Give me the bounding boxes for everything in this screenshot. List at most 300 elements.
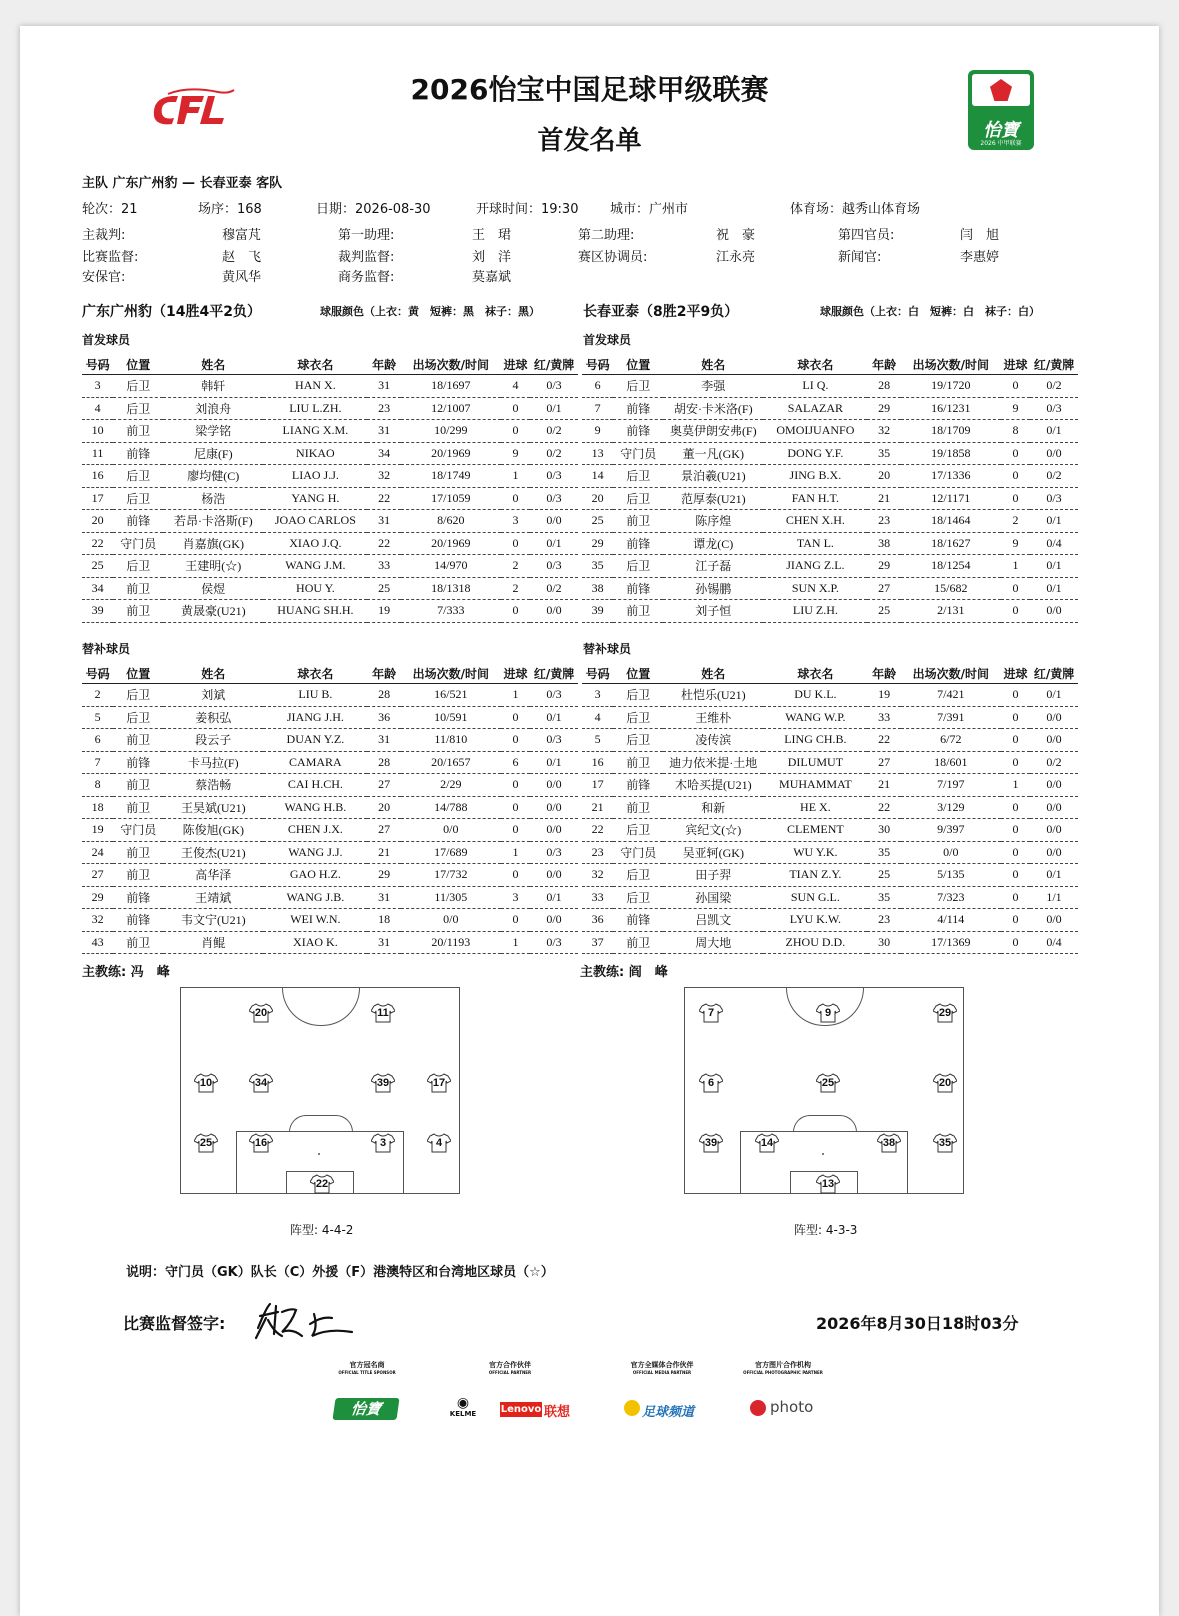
table-cell: 43 — [82, 931, 113, 954]
table-cell: 尼康(F) — [163, 442, 263, 465]
table-cell: 王维朴 — [663, 706, 763, 729]
table-cell: 21 — [867, 774, 900, 797]
table-row — [582, 841, 1078, 864]
column-header: 姓名 — [163, 354, 263, 375]
table-cell: 33 — [367, 555, 400, 578]
home-formation-value: 4-4-2 — [321, 1223, 354, 1237]
football-channel-logo: 足球频道 — [642, 1405, 695, 1420]
table-cell: MUHAMMAT — [763, 774, 867, 797]
table-row — [82, 442, 578, 465]
table-cell: 前锋 — [613, 420, 663, 443]
table-cell: 0 — [501, 909, 530, 932]
away-subs-label: 替补球员 — [583, 642, 632, 656]
table-cell: 前卫 — [113, 931, 163, 954]
official-name: 江永亮 — [716, 250, 756, 265]
table-cell: 前卫 — [613, 931, 663, 954]
table-cell: 18/1697 — [401, 375, 501, 398]
table-cell: 后卫 — [613, 375, 663, 398]
table-cell: 前卫 — [613, 751, 663, 774]
table-cell: HOU Y. — [263, 577, 367, 600]
table-cell: 35 — [867, 841, 900, 864]
table-row — [82, 510, 578, 533]
table-cell: 21 — [867, 487, 900, 510]
table-cell: 6 — [582, 375, 613, 398]
referee-signature — [252, 1298, 360, 1342]
table-cell: 25 — [582, 510, 613, 533]
table-cell: 后卫 — [113, 375, 163, 398]
table-cell: 29 — [867, 555, 900, 578]
city: 城市：广州市 — [610, 202, 689, 217]
column-header: 号码 — [582, 354, 613, 375]
table-cell: 31 — [367, 729, 400, 752]
table-cell: 32 — [82, 909, 113, 932]
table-cell: 0/2 — [530, 577, 578, 600]
table-row — [82, 909, 578, 932]
player-shirt-icon — [699, 1003, 723, 1023]
table-cell: 江子磊 — [663, 555, 763, 578]
table-row — [82, 577, 578, 600]
away-formation-value: 4-3-3 — [825, 1223, 858, 1237]
table-cell: 18/1709 — [901, 420, 1001, 443]
table-cell: 后卫 — [113, 684, 163, 707]
table-cell: 前锋 — [613, 532, 663, 555]
table-cell: 0/2 — [530, 420, 578, 443]
table-cell: 0/0 — [1030, 796, 1078, 819]
table-cell: 守门员 — [613, 442, 663, 465]
table-cell: 后卫 — [113, 706, 163, 729]
away-formation-pitch — [684, 987, 964, 1194]
shirt-number: 4 — [435, 1137, 443, 1149]
table-cell: 22 — [867, 729, 900, 752]
table-cell: 前卫 — [613, 600, 663, 623]
player-shirt-icon — [933, 1003, 957, 1023]
table-cell: 17/1336 — [901, 465, 1001, 488]
table-cell: SUN G.L. — [763, 886, 867, 909]
table-cell: 后卫 — [113, 465, 163, 488]
home-coach — [82, 961, 170, 980]
table-cell: 后卫 — [613, 487, 663, 510]
table-cell: 11/305 — [401, 886, 501, 909]
table-cell: 29 — [82, 886, 113, 909]
table-cell: 若昂·卡洛斯(F) — [163, 510, 263, 533]
table-cell: 后卫 — [113, 487, 163, 510]
table-cell: 24 — [82, 841, 113, 864]
table-cell: 35 — [867, 442, 900, 465]
table-cell: 22 — [582, 819, 613, 842]
shirt-number: 13 — [821, 1178, 835, 1190]
shirt-number: 25 — [821, 1077, 835, 1089]
table-cell: 李强 — [663, 375, 763, 398]
sponsor-photo-label: 官方图片合作机构 OFFICIAL PHOTOGRAPHIC PARTNER — [743, 1361, 823, 1375]
table-cell: 0 — [501, 397, 530, 420]
table-cell: HUANG SH.H. — [263, 600, 367, 623]
table-cell: 7 — [582, 397, 613, 420]
table-cell: 8/620 — [401, 510, 501, 533]
column-header: 红/黄牌 — [1030, 663, 1078, 684]
column-header: 出场次数/时间 — [901, 663, 1001, 684]
table-cell: 35 — [867, 886, 900, 909]
table-cell: 前锋 — [113, 886, 163, 909]
table-row — [582, 510, 1078, 533]
table-cell: 木哈买提(U21) — [663, 774, 763, 797]
column-header: 位置 — [113, 354, 163, 375]
column-header: 姓名 — [163, 663, 263, 684]
column-header: 红/黄牌 — [530, 663, 578, 684]
table-cell: 和新 — [663, 796, 763, 819]
player-shirt-icon — [194, 1073, 218, 1093]
table-row — [582, 864, 1078, 887]
table-cell: 后卫 — [613, 729, 663, 752]
table-cell: 0/0 — [530, 909, 578, 932]
official-name: 莫嘉斌 — [472, 270, 512, 285]
table-cell: 20 — [82, 510, 113, 533]
table-cell: 34 — [367, 442, 400, 465]
table-cell: CAMARA — [263, 751, 367, 774]
shirt-number: 29 — [938, 1007, 952, 1019]
player-shirt-icon — [194, 1133, 218, 1153]
player-shirt-icon — [371, 1133, 395, 1153]
player-shirt-icon — [877, 1133, 901, 1153]
table-row — [582, 931, 1078, 954]
column-header: 位置 — [613, 663, 663, 684]
table-cell: 17/1059 — [401, 487, 501, 510]
table-cell: 17/732 — [401, 864, 501, 887]
table-cell: 0 — [1001, 841, 1030, 864]
table-cell: 27 — [82, 864, 113, 887]
table-cell: 前卫 — [113, 420, 163, 443]
yibao-logo: 怡寶 2026 中甲联赛 — [968, 70, 1034, 150]
table-cell: 7/391 — [901, 706, 1001, 729]
table-cell: 5/135 — [901, 864, 1001, 887]
table-cell: 高华泽 — [163, 864, 263, 887]
table-cell: 前锋 — [613, 909, 663, 932]
table-cell: WANG W.P. — [763, 706, 867, 729]
player-shirt-icon — [249, 1003, 273, 1023]
table-cell: 吕凯文 — [663, 909, 763, 932]
table-cell: DUAN Y.Z. — [263, 729, 367, 752]
table-cell: 21 — [582, 796, 613, 819]
table-cell: CAI H.CH. — [263, 774, 367, 797]
table-cell: JIANG J.H. — [263, 706, 367, 729]
column-header: 位置 — [613, 354, 663, 375]
table-cell: 31 — [367, 510, 400, 533]
table-row — [82, 796, 578, 819]
table-cell: 28 — [867, 375, 900, 398]
table-cell: 0 — [501, 729, 530, 752]
table-cell: 25 — [367, 577, 400, 600]
table-cell: 0/0 — [1030, 442, 1078, 465]
table-cell: 黄晟豪(U21) — [163, 600, 263, 623]
column-header: 出场次数/时间 — [901, 354, 1001, 375]
table-cell: 20 — [867, 465, 900, 488]
player-shirt-icon — [699, 1073, 723, 1093]
table-cell: 18/1254 — [901, 555, 1001, 578]
table-cell: 0/3 — [530, 487, 578, 510]
match-teams: 主队 广东广州豹 — 长春亚泰 客队 — [82, 176, 283, 191]
shirt-number: 14 — [760, 1137, 774, 1149]
table-cell: 0/1 — [1030, 864, 1078, 887]
sign-timestamp: 2026年8月30日18时03分 — [816, 1314, 1019, 1333]
table-cell: 9 — [501, 442, 530, 465]
table-cell: 陈俊旭(GK) — [163, 819, 263, 842]
table-cell: 0/0 — [1030, 729, 1078, 752]
table-cell: 守门员 — [613, 841, 663, 864]
table-cell: 后卫 — [613, 465, 663, 488]
table-cell: 韩轩 — [163, 375, 263, 398]
table-cell: 前卫 — [113, 774, 163, 797]
table-cell: 陈序煌 — [663, 510, 763, 533]
table-cell: 董一凡(GK) — [663, 442, 763, 465]
table-cell: 4 — [582, 706, 613, 729]
table-cell: 孙锡鹏 — [663, 577, 763, 600]
table-cell: 0/1 — [1030, 510, 1078, 533]
table-cell: 16 — [582, 751, 613, 774]
table-cell: 14/788 — [401, 796, 501, 819]
table-cell: 前卫 — [113, 577, 163, 600]
stadium: 体育场：越秀山体育场 — [790, 202, 921, 217]
table-cell: 0 — [501, 864, 530, 887]
table-cell: 6 — [82, 729, 113, 752]
table-cell: 前卫 — [113, 729, 163, 752]
table-cell: 1/1 — [1030, 886, 1078, 909]
table-cell: 前锋 — [113, 909, 163, 932]
home-kit-colors: 球服颜色（上衣：黄 短裤：黑 袜子：黑） — [320, 305, 540, 318]
column-header: 年龄 — [867, 354, 900, 375]
table-cell: LIU Z.H. — [763, 600, 867, 623]
table-cell: 19 — [867, 684, 900, 707]
paw-icon: ◉ — [456, 1395, 470, 1411]
sponsor-media-label: 官方全媒体合作伙伴 OFFICIAL MEDIA PARTNER — [630, 1361, 694, 1375]
table-cell: 14 — [582, 465, 613, 488]
table-cell: LYU K.W. — [763, 909, 867, 932]
table-cell: 1 — [501, 465, 530, 488]
signature-label: 比赛监督签字: — [123, 1314, 226, 1333]
table-cell: 0/2 — [1030, 751, 1078, 774]
official-name: 闫 旭 — [960, 228, 1000, 243]
table-cell: 25 — [867, 864, 900, 887]
table-cell: 0/1 — [1030, 684, 1078, 707]
table-cell: 前锋 — [613, 577, 663, 600]
table-cell: 后卫 — [613, 706, 663, 729]
table-cell: 29 — [582, 532, 613, 555]
table-cell: SUN X.P. — [763, 577, 867, 600]
table-row — [82, 819, 578, 842]
table-cell: 5 — [82, 706, 113, 729]
table-cell: 10/591 — [401, 706, 501, 729]
column-header: 姓名 — [663, 663, 763, 684]
table-cell: 3 — [582, 684, 613, 707]
coach-label: 主教练: — [580, 965, 625, 980]
table-row — [82, 886, 578, 909]
official-role: 安保官: — [82, 270, 126, 285]
column-header: 号码 — [582, 663, 613, 684]
table-cell: 7/421 — [901, 684, 1001, 707]
official-role: 裁判监督: — [338, 250, 395, 265]
table-cell: 0/0 — [1030, 706, 1078, 729]
table-cell: 17 — [82, 487, 113, 510]
table-cell: 后卫 — [613, 684, 663, 707]
column-header: 球衣名 — [263, 354, 367, 375]
table-row — [582, 600, 1078, 623]
table-cell: 17/1369 — [901, 931, 1001, 954]
table-cell: 9/397 — [901, 819, 1001, 842]
table-cell: 19/1858 — [901, 442, 1001, 465]
official-name: 刘 洋 — [472, 250, 512, 265]
table-cell: 27 — [367, 819, 400, 842]
table-cell: 后卫 — [613, 819, 663, 842]
table-row — [82, 706, 578, 729]
table-cell: 王俊杰(U21) — [163, 841, 263, 864]
table-cell: 0/4 — [1030, 532, 1078, 555]
table-cell: 4 — [501, 375, 530, 398]
table-cell: 0/0 — [901, 841, 1001, 864]
table-cell: 0/0 — [530, 796, 578, 819]
table-cell: 38 — [582, 577, 613, 600]
table-cell: 1 — [501, 841, 530, 864]
table-cell: 0 — [501, 774, 530, 797]
table-cell: 9 — [1001, 532, 1030, 555]
match-date: 日期：2026-08-30 — [316, 202, 431, 217]
column-header: 号码 — [82, 354, 113, 375]
table-row — [582, 751, 1078, 774]
table-cell: 22 — [82, 532, 113, 555]
table-cell: 31 — [367, 420, 400, 443]
official-name: 黄风华 — [222, 270, 262, 285]
table-cell: 孙国梁 — [663, 886, 763, 909]
shirt-number: 25 — [199, 1137, 213, 1149]
away-formation — [794, 1221, 857, 1238]
table-cell: 0/2 — [530, 442, 578, 465]
shirt-number: 3 — [379, 1137, 387, 1149]
table-row — [582, 729, 1078, 752]
table-cell: 18/1318 — [401, 577, 501, 600]
table-cell: 8 — [1001, 420, 1030, 443]
away-coach — [580, 961, 668, 980]
table-cell: 前卫 — [613, 510, 663, 533]
table-cell: 前锋 — [113, 751, 163, 774]
table-cell: 刘子恒 — [663, 600, 763, 623]
table-cell: CHEN X.H. — [763, 510, 867, 533]
table-cell: 后卫 — [613, 886, 663, 909]
table-cell: GAO H.Z. — [263, 864, 367, 887]
table-cell: 迪力依米提·土地 — [663, 751, 763, 774]
table-row — [582, 442, 1078, 465]
shirt-number: 35 — [938, 1137, 952, 1149]
shirt-number: 38 — [882, 1137, 896, 1149]
table-cell: 31 — [367, 931, 400, 954]
table-cell: 前锋 — [613, 397, 663, 420]
home-formation-pitch — [180, 987, 460, 1194]
game-number: 场序：168 — [198, 202, 262, 217]
table-cell: JOAO CARLOS — [263, 510, 367, 533]
photo-icon — [750, 1400, 766, 1416]
table-cell: 1 — [501, 931, 530, 954]
home-subs-table — [82, 663, 578, 954]
player-shirt-icon — [249, 1133, 273, 1153]
table-cell: 7 — [82, 751, 113, 774]
table-cell: 0 — [1001, 465, 1030, 488]
table-row — [82, 375, 578, 398]
table-cell: NIKAO — [263, 442, 367, 465]
official-role: 赛区协调员: — [578, 250, 648, 265]
official-name: 穆富芃 — [222, 228, 262, 243]
table-cell: DONG Y.F. — [763, 442, 867, 465]
table-cell: 0 — [1001, 684, 1030, 707]
table-cell: 后卫 — [613, 555, 663, 578]
table-cell: WANG J.J. — [263, 841, 367, 864]
table-cell: 19 — [82, 819, 113, 842]
shirt-number: 39 — [376, 1077, 390, 1089]
table-cell: XIAO J.Q. — [263, 532, 367, 555]
table-cell: 20/1969 — [401, 442, 501, 465]
table-cell: 0/4 — [1030, 931, 1078, 954]
away-coach-name: 阎 峰 — [628, 965, 668, 980]
table-cell: 胡安·卡米洛(F) — [663, 397, 763, 420]
table-header-row — [582, 663, 1078, 684]
table-row — [582, 532, 1078, 555]
table-cell: 3 — [501, 886, 530, 909]
table-cell: 16 — [82, 465, 113, 488]
lenovo-cn-logo: 联想 — [544, 1405, 571, 1420]
column-header: 球衣名 — [763, 663, 867, 684]
table-row — [82, 532, 578, 555]
player-shirt-icon — [933, 1073, 957, 1093]
table-cell: 0/1 — [1030, 420, 1078, 443]
table-row — [82, 684, 578, 707]
table-cell: 0/3 — [530, 375, 578, 398]
table-row — [82, 751, 578, 774]
football-channel-icon — [624, 1400, 640, 1416]
table-row — [582, 886, 1078, 909]
table-cell: 周大地 — [663, 931, 763, 954]
table-cell: ZHOU D.D. — [763, 931, 867, 954]
table-cell: 36 — [367, 706, 400, 729]
table-cell: 前卫 — [613, 796, 663, 819]
official-name: 王 珺 — [472, 228, 512, 243]
table-cell: 31 — [367, 375, 400, 398]
table-cell: 1 — [501, 684, 530, 707]
page-subtitle: 首发名单 — [537, 126, 642, 156]
table-cell: 23 — [582, 841, 613, 864]
column-header: 进球 — [1001, 663, 1030, 684]
table-cell: 20/1969 — [401, 532, 501, 555]
player-shirt-icon — [816, 1174, 840, 1194]
table-cell: 20 — [367, 796, 400, 819]
table-cell: 21 — [367, 841, 400, 864]
table-cell: 廖均健(C) — [163, 465, 263, 488]
table-cell: 杨浩 — [163, 487, 263, 510]
table-row — [582, 375, 1078, 398]
table-cell: 姜积弘 — [163, 706, 263, 729]
column-header: 红/黄牌 — [1030, 354, 1078, 375]
yibao-sponsor-logo: 怡寶 — [332, 1398, 399, 1420]
table-row — [82, 729, 578, 752]
formation-label: 阵型: — [290, 1223, 319, 1237]
table-row — [582, 577, 1078, 600]
away-kit-colors: 球服颜色（上衣：白 短裤：白 袜子：白） — [820, 305, 1040, 318]
table-header-row — [82, 354, 578, 375]
player-shirt-icon — [249, 1073, 273, 1093]
table-cell: 梁学铭 — [163, 420, 263, 443]
table-cell: 18/1627 — [901, 532, 1001, 555]
home-team-header: 广东广州豹（14胜4平2负） — [82, 304, 261, 320]
official-name: 赵 飞 — [222, 250, 262, 265]
shirt-number: 20 — [254, 1007, 268, 1019]
column-header: 进球 — [1001, 354, 1030, 375]
shirt-number: 9 — [824, 1007, 832, 1019]
table-row — [582, 796, 1078, 819]
table-cell: 谭龙(C) — [663, 532, 763, 555]
